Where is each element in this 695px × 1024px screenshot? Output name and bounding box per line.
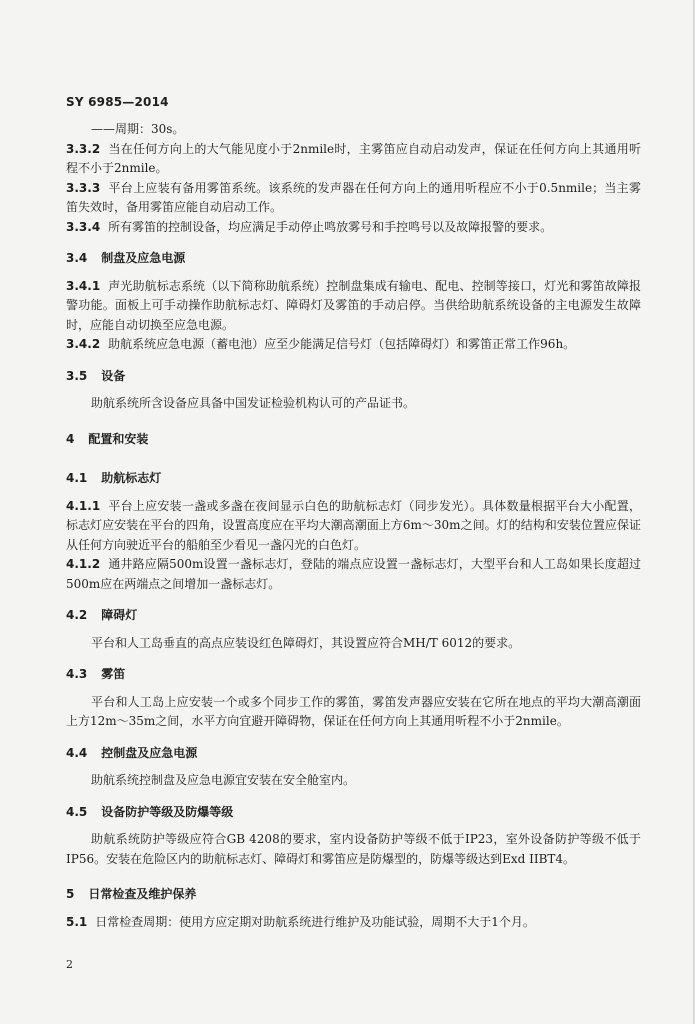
section-spacer [66, 653, 641, 665]
clause-paragraph [66, 277, 641, 336]
section-heading [66, 803, 641, 823]
section-heading [66, 606, 641, 626]
body-paragraph: ——周期：30s。 [91, 122, 185, 136]
section-title: 制盘及应急电源 [101, 251, 186, 265]
body-paragraph: 助航系统控制盘及应急电源宜安装在安全舱室内。 [91, 773, 356, 787]
section-spacer [66, 626, 641, 634]
section-number: 5 [66, 887, 75, 901]
section-number: 4.1 [66, 471, 88, 485]
section-spacer [66, 869, 641, 885]
section-title: 雾笛 [101, 667, 126, 681]
section-number: 4 [66, 431, 75, 446]
section-spacer [66, 594, 641, 606]
section-spacer [66, 269, 641, 277]
section-heading [66, 885, 641, 905]
body-paragraph: 助航系统所含设备应具备中国发证检验机构认可的产品证书。 [91, 396, 416, 410]
section-spacer [66, 905, 641, 913]
clause-number: 3.3.2 [66, 141, 101, 156]
section-title: 设备防护等级及防爆等级 [101, 804, 234, 819]
section-heading [66, 430, 641, 450]
section-title: 障碍灯 [101, 608, 138, 622]
body-paragraph: 平台和人工岛上应安装一个或多个同步工作的雾笛，雾笛发声器应安装在它所在地点的平均大潮高潮面上方12m～35m之间，水平方向宜避开障碍物，保证在任何方向上其通用听程不小于2nmile。 [66, 694, 641, 728]
clause-number: 3.4.1 [66, 278, 101, 293]
section-spacer [66, 791, 641, 803]
section-number: 4.2 [66, 608, 88, 622]
clause-paragraph [66, 913, 641, 933]
clause-paragraph [66, 179, 641, 218]
section-number: 4.4 [66, 745, 88, 760]
clause-number: 4.1.1 [66, 498, 101, 513]
section-heading [66, 469, 641, 489]
clause-paragraph [66, 335, 641, 355]
section-spacer [66, 489, 641, 497]
section-spacer [66, 822, 641, 830]
section-spacer [66, 763, 641, 771]
section-spacer [66, 355, 641, 367]
section-heading [66, 367, 641, 387]
body-paragraph: 助航系统防护等级应符合GB 4208的要求，室内设备防护等级不低于IP23，室外设备防护等级不低于IP56。安装在危险区内的助航标志灯、障碍灯和雾笛应是防爆型的，防爆等级达到Exd IIBT4。 [66, 832, 641, 866]
section-number: 3.5 [66, 368, 88, 383]
clause-text: 声光助航标志系统（以下简称助航系统）控制盘集成有输电、配电、控制等接口，灯光和雾笛故障报警功能。面板上可手动操作助航标志灯、障碍灯及雾笛的手动启停。当供给助航系统设备的主电源发生故障时，应能自动切换至应急电源。 [66, 278, 641, 332]
section-spacer [66, 414, 641, 430]
document-body [66, 120, 641, 932]
section-title: 控制盘及应急电源 [101, 745, 198, 760]
section-title: 设备 [101, 368, 126, 383]
section-title: 日常检查及维护保养 [88, 887, 197, 901]
section-number: 4.5 [66, 804, 88, 819]
section-spacer [66, 457, 641, 469]
clause-text: 通井路应隔500m设置一盏标志灯，登陆的端点应设置一盏标志灯，大型平台和人工岛如果长度超过500m应在两端点之间增加一盏标志灯。 [66, 557, 641, 591]
clause-text: 所有雾笛的控制设备，均应满足手动停止鸣放雾号和手控鸣号以及故障报警的要求。 [108, 219, 553, 234]
section-number: 3.4 [66, 251, 88, 265]
clause-number: 3.4.2 [66, 337, 101, 351]
clause-number: 3.3.3 [66, 180, 101, 195]
section-spacer [66, 732, 641, 744]
section-spacer [66, 237, 641, 249]
section-number: 4.3 [66, 667, 88, 681]
page-number: 2 [66, 958, 73, 971]
section-spacer [66, 449, 641, 457]
section-spacer [66, 386, 641, 394]
clause-number: 4.1.2 [66, 557, 101, 571]
clause-paragraph [66, 218, 641, 238]
clause-text: 平台上应安装一盏或多盏在夜间显示白色的助航标志灯（同步发光）。具体数量根据平台大小配置，标志灯应安装在平台的四角，设置高度应在平均大潮高潮面上方6m～30m之间。灯的结构和安装位置应保证从任何方向驶近平台的船舶至少看见一盏闪光的白色灯。 [66, 498, 641, 552]
clause-number: 3.3.4 [66, 219, 101, 234]
clause-number: 5.1 [66, 914, 88, 929]
section-title: 配置和安装 [88, 431, 149, 446]
clause-text: 平台上应装有备用雾笛系统。该系统的发声器在任何方向上的通用听程应不小于0.5nmile；当主雾笛失效时，备用雾笛应能自动启动工作。 [66, 180, 641, 214]
clause-paragraph [66, 140, 641, 179]
clause-text: 助航系统应急电源（蓄电池）应至少能满足信号灯（包括障碍灯）和雾笛正常工作96h。 [108, 337, 576, 351]
clause-text: 日常检查周期：使用方应定期对助航系统进行维护及功能试验，周期不大于1个月。 [95, 914, 535, 929]
standard-number: SY 6985—2014 [66, 95, 169, 109]
section-title: 助航标志灯 [101, 471, 162, 485]
clause-paragraph [66, 497, 641, 556]
section-heading [66, 744, 641, 764]
section-heading [66, 665, 641, 685]
body-paragraph: 平台和人工岛垂直的高点应装设红色障碍灯，其设置应符合MH/T 6012的要求。 [91, 635, 521, 650]
clause-text: 当在任何方向上的大气能见度小于2nmile时，主雾笛应自动启动发声，保证在任何方向上其通用听程不小于2nmile。 [66, 141, 641, 175]
section-spacer [66, 685, 641, 693]
clause-paragraph [66, 555, 641, 594]
section-heading [66, 249, 641, 269]
